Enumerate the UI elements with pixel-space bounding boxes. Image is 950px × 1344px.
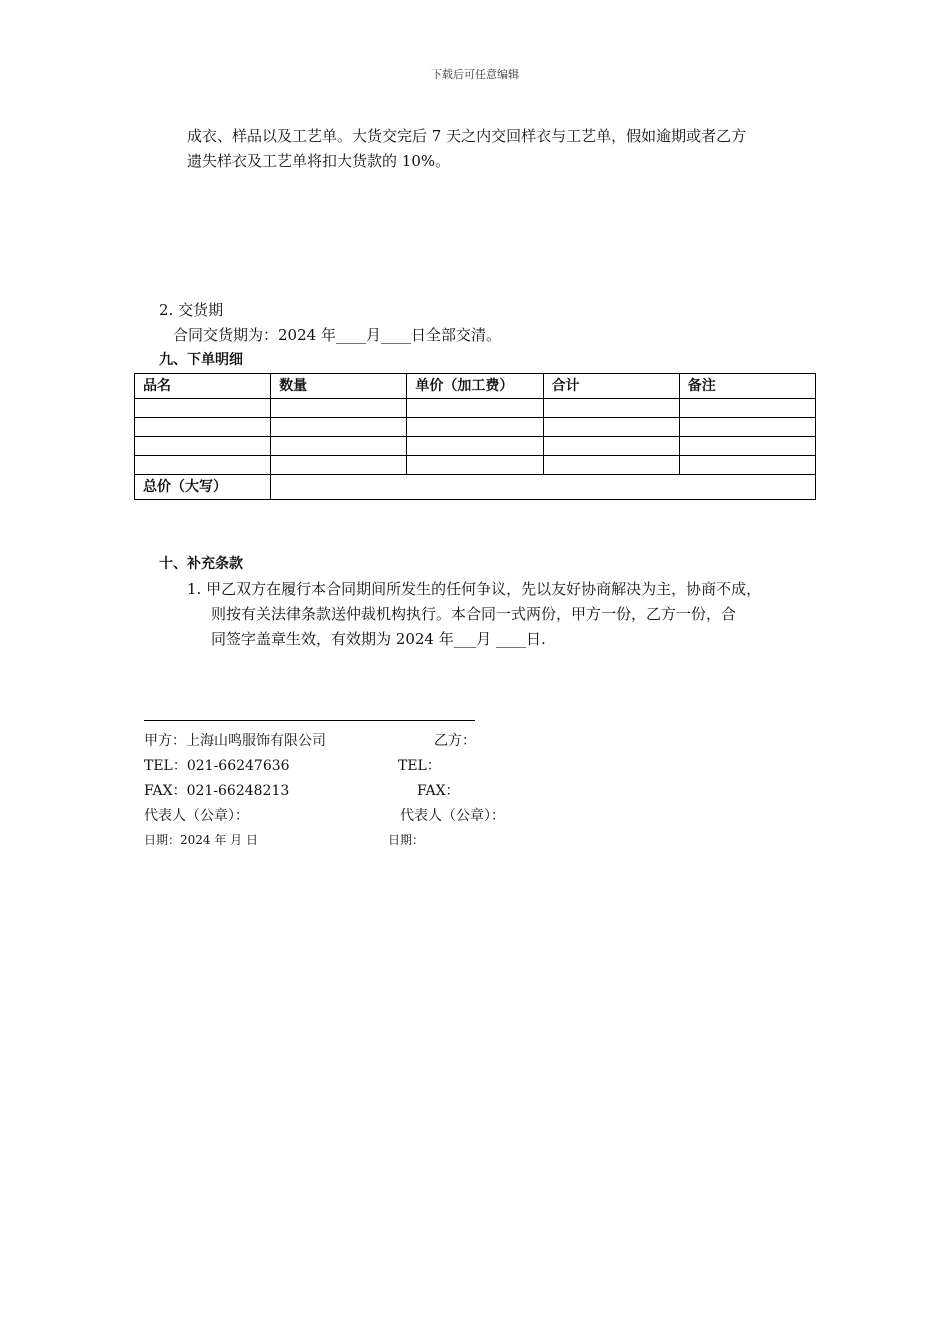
supplementary-item-1-line-3: 同签字盖章生效，有效期为 2024 年___月 ____日. [211, 630, 546, 648]
clause-continuation-line-1: 成衣、样品以及工艺单。大货交完后 7 天之内交回样衣与工艺单，假如逾期或者乙方 [187, 127, 747, 145]
table-cell [135, 418, 271, 437]
column-header: 单价（加工费） [407, 374, 543, 399]
table-cell [135, 456, 271, 475]
party-b-representative: 代表人（公章）： [400, 808, 505, 824]
order-details-table [134, 373, 816, 500]
party-a-date: 日期：2024 年 月 日 [144, 833, 258, 847]
column-header: 备注 [679, 374, 815, 399]
table-cell [271, 456, 407, 475]
order-details-heading: 九、下单明细 [159, 352, 243, 368]
table-cell [271, 418, 407, 437]
clause-continuation-line-2: 遗失样衣及工艺单将扣大货款的 10%。 [187, 152, 451, 170]
table-cell [407, 399, 543, 418]
table-row [135, 437, 816, 456]
delivery-heading: 2. 交货期 [159, 301, 224, 319]
party-a-tel: TEL：021-66247636 [144, 758, 290, 774]
column-header: 品名 [135, 374, 271, 399]
table-cell [135, 437, 271, 456]
table-row [135, 418, 816, 437]
signature-divider [144, 720, 475, 721]
supplementary-item-1-line-1: 1. 甲乙双方在履行本合同期间所发生的任何争议，先以友好协商解决为主，协商不成， [187, 580, 762, 598]
table-cell [543, 418, 679, 437]
party-b-tel: TEL： [398, 758, 441, 774]
table-row [135, 456, 816, 475]
table-cell [679, 456, 815, 475]
party-b-date: 日期： [388, 833, 425, 847]
party-a-representative: 代表人（公章）： [144, 808, 249, 824]
table-cell [407, 456, 543, 475]
party-b-fax: FAX： [417, 783, 460, 799]
table-cell [271, 399, 407, 418]
total-price-value [271, 475, 816, 500]
delivery-text: 合同交货期为：2024 年____月____日全部交清。 [173, 326, 501, 344]
table-cell [679, 399, 815, 418]
table-cell [679, 418, 815, 437]
party-b-name: 乙方： [434, 733, 476, 749]
table-cell [679, 437, 815, 456]
table-cell [135, 399, 271, 418]
table-cell [543, 399, 679, 418]
table-cell [271, 437, 407, 456]
table-row [135, 399, 816, 418]
party-a-name: 甲方：上海山鸣服饰有限公司 [144, 733, 326, 749]
page-header: 下载后可任意编辑 [431, 68, 519, 81]
party-a-fax: FAX：021-66248213 [144, 783, 290, 799]
column-header: 数量 [271, 374, 407, 399]
total-price-label: 总价（大写） [135, 475, 271, 500]
table-cell [543, 456, 679, 475]
column-header: 合计 [543, 374, 679, 399]
table-cell [543, 437, 679, 456]
table-cell [407, 418, 543, 437]
table-total-row [135, 475, 816, 500]
supplementary-heading: 十、补充条款 [159, 556, 243, 572]
table-header-row [135, 374, 816, 399]
table-cell [407, 437, 543, 456]
supplementary-item-1-line-2: 则按有关法律条款送仲裁机构执行。本合同一式两份，甲方一份，乙方一份，合 [211, 605, 737, 623]
